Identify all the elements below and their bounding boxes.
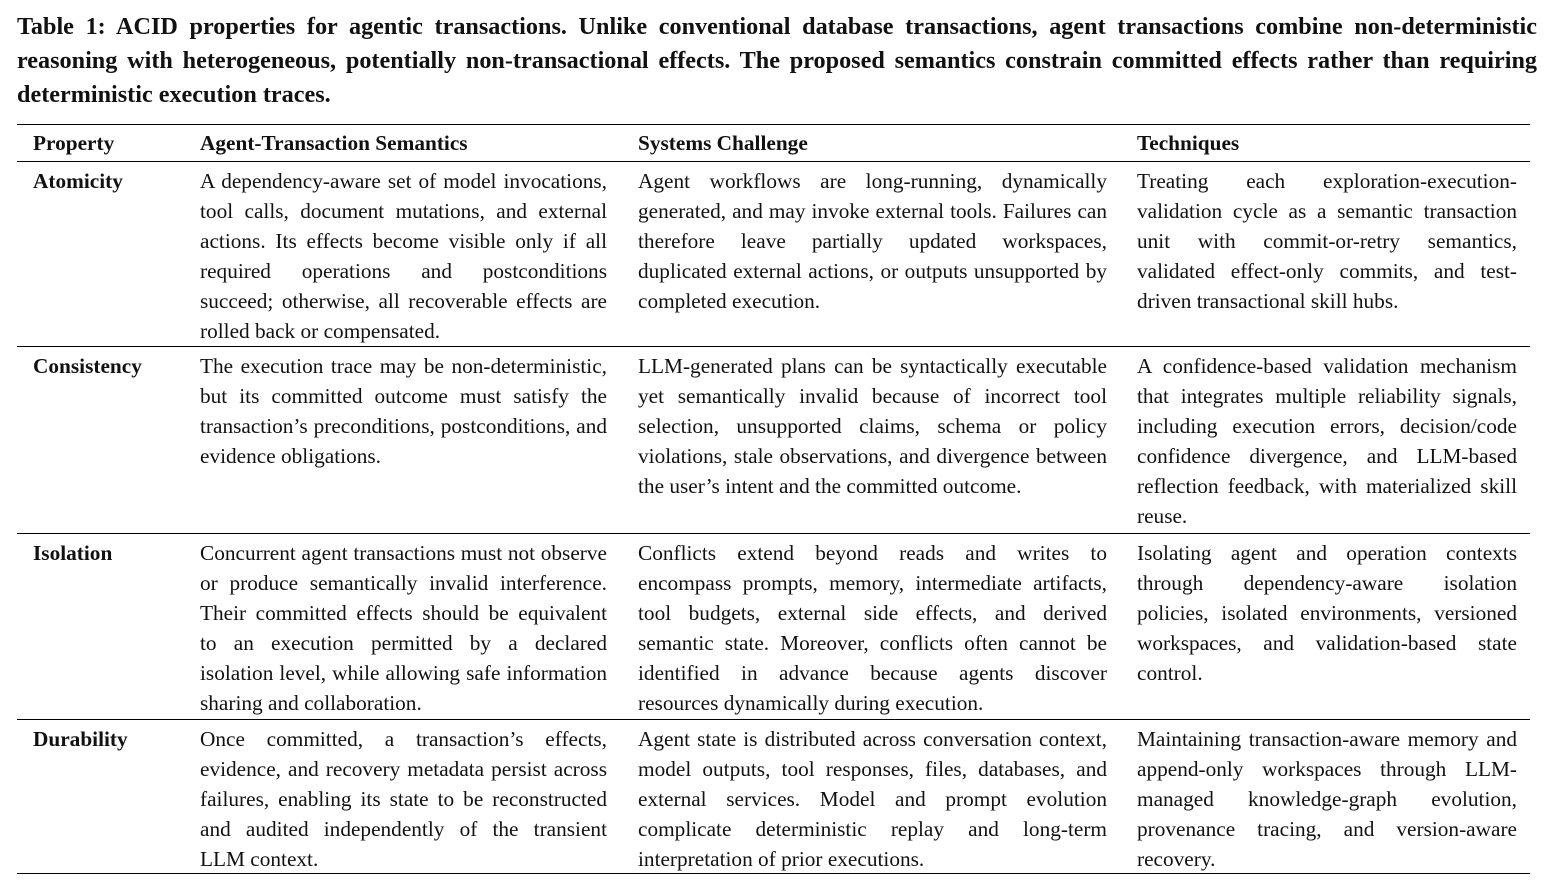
challenge-cell: Agent workflows are long-running, dynamically generated, and may invoke external tools. Failures can therefore leave partially updated workspaces, duplicated external actions, or outputs unsupported by completed execution. — [638, 169, 1107, 313]
semantics-cell: A dependency-aware set of model invocations, tool calls, document mutations, and external actions. Its effects become visible only if all required operations and postconditions succeed; otherwise, all recoverable effects are rolled back or compensated. — [200, 169, 607, 343]
challenge-cell: LLM-generated plans can be syntactically executable yet semantically invalid because of incorrect tool selection, unsupported claims, schema or policy violations, stale observations, and divergence between the user’s intent and the committed outcome. — [638, 354, 1107, 498]
property-cell: Consistency — [33, 354, 142, 378]
table-row-atomicity — [17, 161, 1530, 346]
techniques-cell: A confidence-based validation mechanism that integrates multiple reliability signals, including execution errors, decision/code confidence divergence, and LLM-based reflection feedback, with materialized skill reuse. — [1137, 354, 1517, 528]
header-techniques: Techniques — [1137, 131, 1240, 155]
acid-table — [17, 124, 1530, 874]
property-cell: Isolation — [33, 541, 113, 565]
techniques-cell: Treating each exploration-execution-validation cycle as a semantic transaction unit with commit-or-retry semantics, validated effect-only commits, and test-driven transactional skill hubs. — [1137, 169, 1517, 313]
table-caption: Table 1: ACID properties for agentic transactions. Unlike conventional database transactions, agent transactions combine non-deterministic reasoning with heterogeneous, potentially non-transactional effects. The proposed semantics constrain committed effects rather than requiring deterministic execution traces. — [17, 13, 1537, 109]
table-row-durability — [17, 719, 1530, 873]
header-semantics: Agent-Transaction Semantics — [200, 131, 468, 155]
header-challenge: Systems Challenge — [638, 131, 808, 155]
challenge-cell: Agent state is distributed across conversation context, model outputs, tool responses, files, databases, and external services. Model and prompt evolution complicate deterministic replay and long-term interpretation of prior executions. — [638, 727, 1107, 871]
semantics-cell: Once committed, a transaction’s effects, evidence, and recovery metadata persist across failures, enabling its state to be reconstructed and audited independently of the transient LLM context. — [200, 727, 607, 871]
header-property: Property — [33, 131, 115, 155]
table-row-isolation — [17, 533, 1530, 719]
techniques-cell: Isolating agent and operation contexts through dependency-aware isolation policies, isolated environments, versioned workspaces, and validation-based state control. — [1137, 541, 1517, 685]
table-header-row — [17, 125, 1530, 161]
property-cell: Durability — [33, 727, 128, 751]
semantics-cell: Concurrent agent transactions must not observe or produce semantically invalid interference. Their committed effects should be equivalent to an execution permitted by a declared isolation level, while allowing safe information sharing and collaboration. — [200, 541, 607, 715]
table-row-consistency — [17, 346, 1530, 533]
semantics-cell: The execution trace may be non-deterministic, but its committed outcome must satisfy the transaction’s preconditions, postconditions, and evidence obligations. — [200, 354, 607, 468]
techniques-cell: Maintaining transaction-aware memory and append-only workspaces through LLM-managed knowledge-graph evolution, provenance tracing, and version-aware recovery. — [1137, 727, 1517, 871]
property-cell: Atomicity — [33, 169, 123, 193]
challenge-cell: Conflicts extend beyond reads and writes to encompass prompts, memory, intermediate artifacts, tool budgets, external side effects, and derived semantic state. Moreover, conflicts often cannot be identified in advance because agents discover resources dynamically during execution. — [638, 541, 1107, 715]
